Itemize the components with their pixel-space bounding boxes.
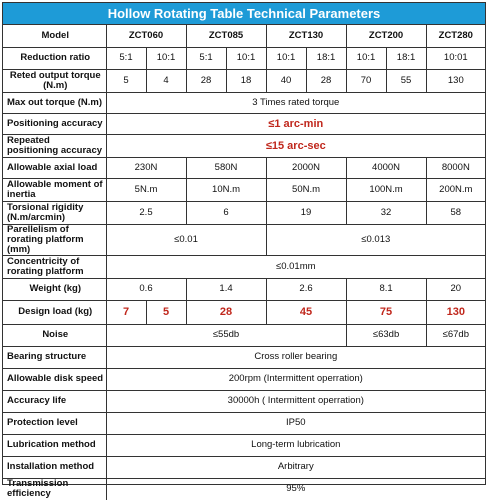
value-cell: 28: [306, 69, 346, 92]
value-cell: 40: [266, 69, 306, 92]
value-cell: 1.4: [186, 278, 266, 300]
value-cell: 5:1: [186, 47, 226, 69]
value-cell: IP50: [106, 412, 485, 434]
value-cell: 580N: [186, 157, 266, 178]
value-cell: ≤55db: [106, 324, 346, 346]
row-label: Concentricity of rorating platform: [3, 255, 106, 278]
row-label: Parellelism of rorating platform (mm): [3, 224, 106, 255]
row-transmission-efficiency: [3, 478, 485, 500]
value-cell: 28: [186, 300, 266, 324]
value-cell: Cross roller bearing: [106, 346, 485, 368]
row-concentricity: [3, 255, 485, 278]
value-cell: 8.1: [346, 278, 426, 300]
value-cell: 32: [346, 201, 426, 224]
row-label: Noise: [3, 324, 106, 346]
row-allowable-disk-speed: [3, 368, 485, 390]
value-cell: Long-term lubrication: [106, 434, 485, 456]
row-bearing-structure: [3, 346, 485, 368]
row-label: Transmission efficiency: [3, 478, 106, 500]
table-title: Hollow Rotating Table Technical Parameters: [3, 3, 485, 25]
row-parellelism: [3, 224, 485, 255]
value-cell: 4: [146, 69, 186, 92]
value-cell: ≤15 arc-sec: [106, 134, 485, 157]
value-cell: 45: [266, 300, 346, 324]
value-cell: 2000N: [266, 157, 346, 178]
value-cell: Arbitrary: [106, 456, 485, 478]
value-cell: 5: [106, 69, 146, 92]
row-label: Installation method: [3, 456, 106, 478]
model-cell: ZCT280: [426, 25, 485, 47]
model-cell: ZCT200: [346, 25, 426, 47]
value-cell: 200rpm (Intermittent operration): [106, 368, 485, 390]
value-cell: 2.5: [106, 201, 186, 224]
row-label: Allowable disk speed: [3, 368, 106, 390]
value-cell: 50N.m: [266, 178, 346, 201]
value-cell: 30000h ( Intermittent operration): [106, 390, 485, 412]
value-cell: 7: [106, 300, 146, 324]
value-cell: 58: [426, 201, 485, 224]
row-label: Max out torque (N.m): [3, 92, 106, 113]
row-weight: [3, 278, 485, 300]
value-cell: 2.6: [266, 278, 346, 300]
row-label: Reduction ratio: [3, 47, 106, 69]
row-label: Accuracy life: [3, 390, 106, 412]
row-label: Allowable axial load: [3, 157, 106, 178]
value-cell: 18: [226, 69, 266, 92]
value-cell: 75: [346, 300, 426, 324]
row-label: Positioning accuracy: [3, 113, 106, 134]
value-cell: 95%: [106, 478, 485, 500]
row-repeated-positioning-accuracy: [3, 134, 485, 157]
row-allowable-moment-of-inertia: [3, 178, 485, 201]
value-cell: 4000N: [346, 157, 426, 178]
value-cell: ≤67db: [426, 324, 485, 346]
model-cell: ZCT085: [186, 25, 266, 47]
value-cell: 8000N: [426, 157, 485, 178]
value-cell: 28: [186, 69, 226, 92]
row-max-out-torque: [3, 92, 485, 113]
model-cell: ZCT060: [106, 25, 186, 47]
value-cell: ≤1 arc-min: [106, 113, 485, 134]
row-label: Bearing structure: [3, 346, 106, 368]
value-cell: 10:1: [226, 47, 266, 69]
value-cell: 18:1: [306, 47, 346, 69]
value-cell: 0.6: [106, 278, 186, 300]
value-cell: 70: [346, 69, 386, 92]
row-rated-output-torque: [3, 69, 485, 92]
row-label: Protection level: [3, 412, 106, 434]
model-cell: ZCT130: [266, 25, 346, 47]
row-lubrication-method: [3, 434, 485, 456]
value-cell: 130: [426, 69, 485, 92]
row-label: Repeated positioning accuracy: [3, 134, 106, 157]
row-label: Weight (kg): [3, 278, 106, 300]
value-cell: 230N: [106, 157, 186, 178]
value-cell: 10:1: [266, 47, 306, 69]
value-cell: 55: [386, 69, 426, 92]
value-cell: 6: [186, 201, 266, 224]
value-cell: ≤63db: [346, 324, 426, 346]
value-cell: 5N.m: [106, 178, 186, 201]
value-cell: 10N.m: [186, 178, 266, 201]
row-label: Model: [3, 25, 106, 47]
row-label: Torsional rigidity (N.m/arcmin): [3, 201, 106, 224]
value-cell: ≤0.013: [266, 224, 485, 255]
row-label: Design load (kg): [3, 300, 106, 324]
row-label: Lubrication method: [3, 434, 106, 456]
value-cell: ≤0.01: [106, 224, 266, 255]
value-cell: 3 Times rated torque: [106, 92, 485, 113]
value-cell: 10:1: [346, 47, 386, 69]
value-cell: 20: [426, 278, 485, 300]
row-installation-method: [3, 456, 485, 478]
value-cell: 200N.m: [426, 178, 485, 201]
row-design-load: [3, 300, 485, 324]
value-cell: 10:1: [146, 47, 186, 69]
row-accuracy-life: [3, 390, 485, 412]
row-torsional-rigidity: [3, 201, 485, 224]
value-cell: 100N.m: [346, 178, 426, 201]
row-label: Allowable moment of inertia: [3, 178, 106, 201]
row-allowable-axial-load: [3, 157, 485, 178]
row-positioning-accuracy: [3, 113, 485, 134]
value-cell: 19: [266, 201, 346, 224]
value-cell: 10:01: [426, 47, 485, 69]
row-noise: [3, 324, 485, 346]
row-protection-level: [3, 412, 485, 434]
row-model: [3, 25, 485, 47]
parameters-table: [3, 25, 485, 500]
value-cell: 18:1: [386, 47, 426, 69]
spec-sheet: [2, 2, 486, 500]
row-reduction-ratio: [3, 47, 485, 69]
row-label: Reted output torque (N.m): [3, 69, 106, 92]
value-cell: 5:1: [106, 47, 146, 69]
value-cell: 5: [146, 300, 186, 324]
value-cell: 130: [426, 300, 485, 324]
value-cell: ≤0.01mm: [106, 255, 485, 278]
